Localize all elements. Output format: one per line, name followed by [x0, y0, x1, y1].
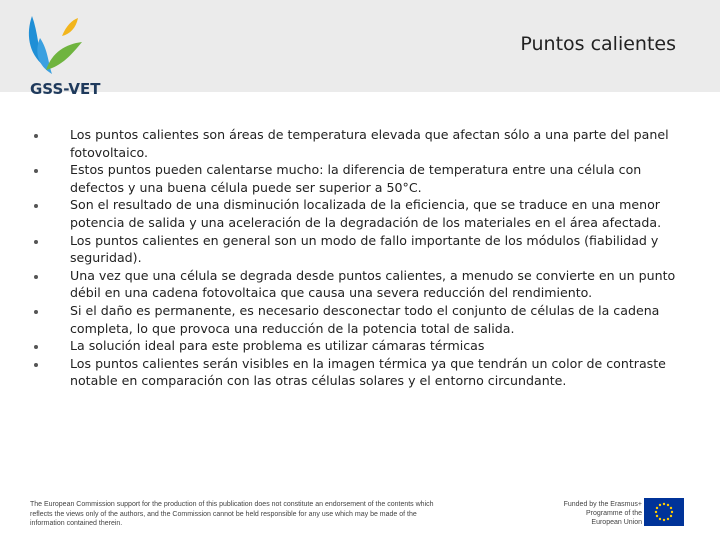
list-item: [0, 196, 720, 231]
bullet-icon: [34, 363, 38, 367]
eu-flag-icon: [644, 498, 684, 526]
bullet-icon: [34, 240, 38, 244]
bullet-icon: [34, 134, 38, 138]
list-item: [0, 337, 720, 355]
bullet-icon: [34, 169, 38, 173]
bullet-text: Si el daño es permanente, es necesario desconectar todo el conjunto de células de la cadena completa, lo que provoca una reducción de la potencia total de salida.: [70, 302, 660, 336]
bullet-icon: [34, 204, 38, 208]
list-item: [0, 355, 720, 390]
bullet-icon: [34, 275, 38, 279]
list-item: [0, 126, 720, 161]
bullet-text: Los puntos calientes serán visibles en la imagen térmica ya que tendrán un color de contraste notable en comparación con las otras células solares y el entorno circundante.: [70, 355, 666, 389]
bullet-icon: [34, 310, 38, 314]
list-item: [0, 302, 720, 337]
page-title: Puntos calientes: [520, 33, 676, 55]
bullet-text: Estos puntos pueden calentarse mucho: la diferencia de temperatura entre una célula con defectos y una buena célula puede ser superior a 50°C.: [70, 162, 642, 195]
bullet-text: Una vez que una célula se degrada desde puntos calientes, a menudo se convierte en un punto débil en una cadena fotovoltaica que causa una severa reducción del rendimiento.: [70, 267, 676, 301]
funded-by-text: Funded by the Erasmus+ Programme of the European Union: [563, 501, 642, 526]
bullet-icon: [34, 345, 38, 349]
logo-text: GSS-VET: [30, 80, 101, 98]
list-item: [0, 161, 720, 196]
bullet-text: Los puntos calientes son áreas de temperatura elevada que afectan sólo a una parte del panel fotovoltaico.: [70, 127, 669, 160]
list-item: [0, 232, 720, 267]
bullet-list: [0, 126, 720, 390]
bullet-text: La solución ideal para este problema es utilizar cámaras térmicas: [70, 338, 485, 354]
footer-disclaimer: The European Commission support for the production of this publication does not constitute an endorsement of the contents which reflects the views only of the authors, and the Commission cannot be held responsible for any use which may be made of the information contained therein.: [30, 501, 434, 527]
bullet-text: Los puntos calientes en general son un modo de fallo importante de los módulos (fiabilidad y seguridad).: [70, 232, 659, 266]
bullet-text: Son el resultado de una disminución localizada de la eficiencia, que se traduce en una menor potencia de salida y una aceleración de la degradación de los materiales en el área afectada.: [70, 197, 662, 230]
list-item: [0, 267, 720, 302]
